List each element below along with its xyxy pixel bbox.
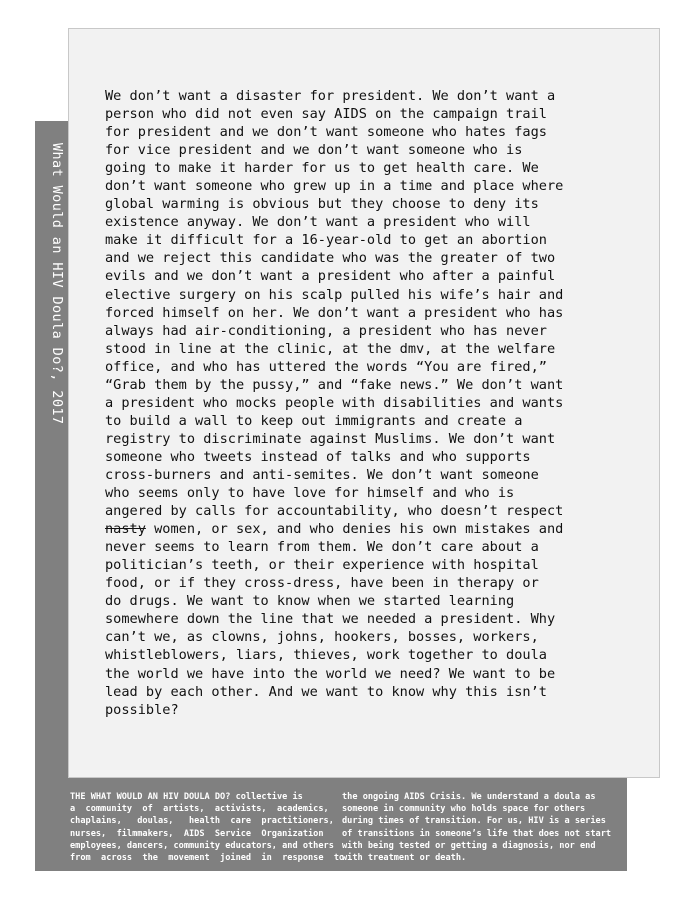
manifesto-text-start: We don’t want a disaster for president. We don’t want a person who did not even say AIDS on the campaign trail for president and we don’t want someone who hates fags for vice president and we don’t want someone who is going to make it harder for us to get health care. We don’t want someone who grew up in a time and place where global warming is obvious but they choose to deny its existence anyway. We don’t want a president who will make it difficult for a 16-year-old to get an abortion and we reject this candidate who was the greater of two evils and we don’t want a president who after a painful elective surgery on his scalp pulled his wife’s hair and forced himself on her. We don’t want a president who has always had air-conditioning, a president who has never stood in line at the clinic, at the dmv, at the welfare office, and who has uttered the words “You are fired,” “Grab them by the pussy,” and “fake news.” We don’t want a president who mocks people with disabilities and wants to build a wall to keep out immigrants and create a registry to discriminate against Muslims. We don’t want someone who tweets instead of talks and who supports cross-burners and anti-semites. We don’t want someone who seems only to have love for himself and who is angered by calls for accountability, who doesn’t respect bbox=[105, 88, 564, 520]
manifesto-text bbox=[105, 87, 621, 719]
text-card bbox=[68, 28, 660, 778]
footer-column-right: the ongoing AIDS Crisis. We understand a doula as someone in community who holds space for others during times of transition. For us, HIV is a series of transitions in someone’s life that does not start with being tested or getting a diagnosis, nor end with treatment or death. bbox=[342, 792, 612, 864]
manifesto-text-end: women, or sex, and who denies his own mistakes and never seems to learn from them. We don’t care about a politician’s teeth, or their experience with hospital food, or if they cross-dress, have been in therapy or do drugs. We want to know when we started learning somewhere down the line that we needed a president. Why can’t we, as clowns, johns, hookers, bosses, workers, whistleblowers, liars, thieves, work together to doula the world we have into the world we need? We want to be lead by each other. And we want to know why this isn’t possible? bbox=[105, 521, 564, 718]
struck-word: nasty bbox=[105, 521, 146, 538]
footer-column-left: THE WHAT WOULD AN HIV DOULA DO? collective is a community of artists, activists, academics, chaplains, doulas, health care practitioners, nurses, filmmakers, AIDS Service Organization employees, dancers, community educators, and others from across the movement joined in response bbox=[70, 792, 334, 864]
vertical-title: What Would an HIV Doula Do?, 2017 bbox=[49, 143, 65, 425]
